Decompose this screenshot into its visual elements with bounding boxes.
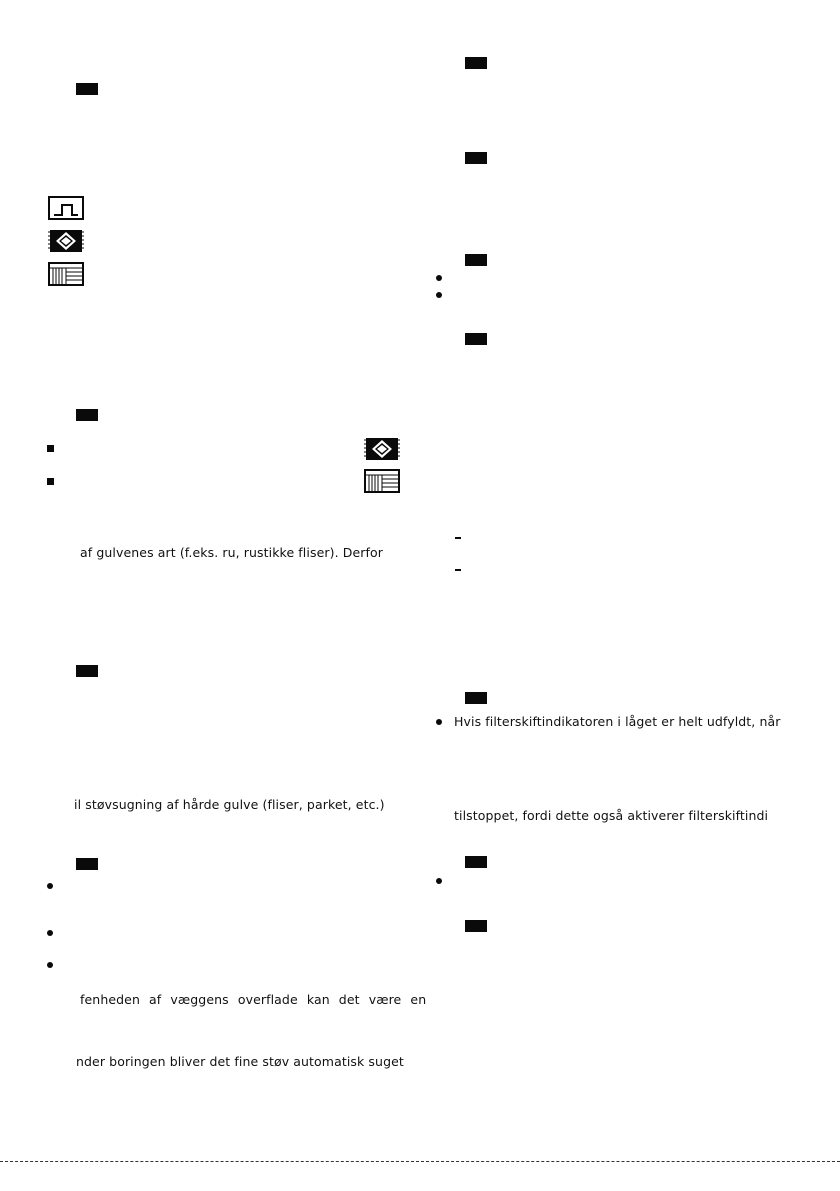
carpet-icon	[48, 229, 84, 253]
bullet-dash	[455, 537, 461, 539]
floor-step-icon	[48, 196, 84, 220]
bullet-dot	[436, 719, 442, 725]
body-text-line: af gulvenes art (f.eks. ru, rustikke fliser). Derfor	[80, 545, 383, 560]
section-marker	[465, 692, 487, 704]
body-text-line: fenheden af væggens overflade kan det være en	[80, 992, 427, 1007]
section-marker	[465, 152, 487, 164]
bullet-square	[47, 445, 54, 452]
page-cut-line	[0, 1161, 840, 1162]
section-marker	[465, 856, 487, 868]
section-marker	[465, 920, 487, 932]
section-marker	[465, 254, 487, 266]
body-text-line: il støvsugning af hårde gulve (fliser, parket, etc.)	[74, 797, 385, 812]
section-marker	[465, 57, 487, 69]
parquet-floor-icon	[48, 262, 84, 286]
carpet-icon	[364, 437, 400, 461]
bullet-dot	[47, 883, 53, 889]
bullet-dot	[47, 962, 53, 968]
section-marker	[76, 858, 98, 870]
body-text-line: nder boringen bliver det fine støv automatisk suget	[76, 1054, 404, 1069]
body-text-line: Hvis filterskiftindikatoren i låget er helt udfyldt, når	[454, 714, 781, 729]
bullet-square	[47, 478, 54, 485]
bullet-dash	[455, 569, 461, 571]
section-marker	[76, 83, 98, 95]
section-marker	[76, 409, 98, 421]
bullet-dot	[436, 292, 442, 298]
body-text-line: tilstoppet, fordi dette også aktiverer filterskiftindi	[454, 808, 769, 823]
bullet-dot	[436, 878, 442, 884]
section-marker	[465, 333, 487, 345]
section-marker	[76, 665, 98, 677]
bullet-dot	[436, 275, 442, 281]
parquet-floor-icon	[364, 469, 400, 493]
bullet-dot	[47, 930, 53, 936]
